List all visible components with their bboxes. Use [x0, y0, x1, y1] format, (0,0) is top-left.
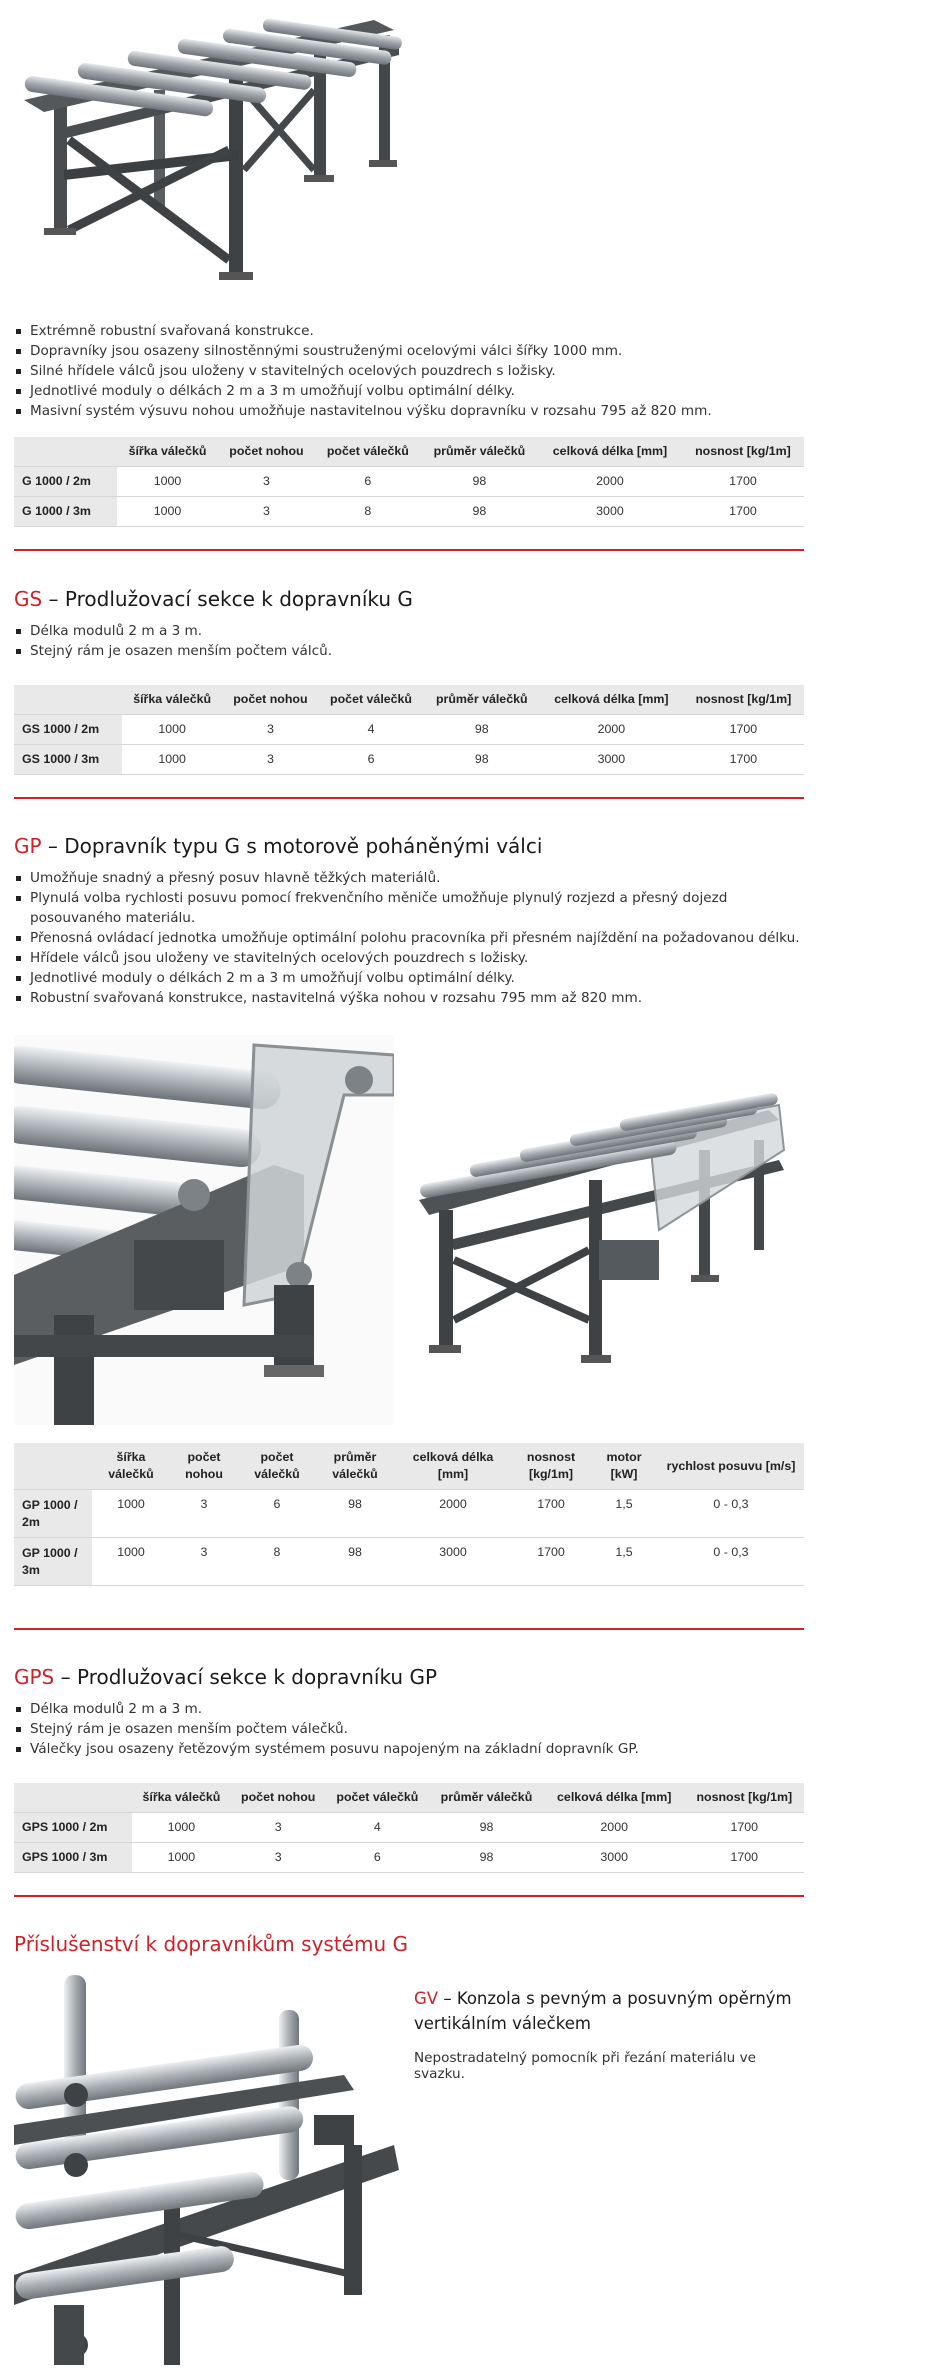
table-header	[14, 437, 117, 467]
table-cell: 1000	[117, 497, 218, 527]
table-cell: 2000	[540, 715, 683, 745]
table-cell: 3	[170, 1538, 238, 1586]
table-row	[14, 497, 804, 527]
table-cell: G 1000 / 3m	[14, 497, 117, 527]
table-cell: 1,5	[590, 1490, 658, 1538]
table-cell: 98	[421, 467, 538, 497]
gps-section	[14, 1663, 804, 1759]
section-divider	[14, 1628, 804, 1630]
gp-detail-image	[14, 1035, 394, 1425]
table-cell: 3000	[544, 1843, 685, 1873]
table-cell: GPS 1000 / 3m	[14, 1843, 132, 1873]
table-header: průměr válečků	[429, 1783, 544, 1813]
table-cell: 2000	[544, 1813, 685, 1843]
gv-title	[414, 1986, 804, 2036]
table-cell: GS 1000 / 2m	[14, 715, 122, 745]
table-row	[14, 467, 804, 497]
table-cell: 1700	[512, 1490, 590, 1538]
table-cell: 2000	[394, 1490, 512, 1538]
list-item: Silné hřídele válců jsou uloženy v stavitelných ocelových pouzdrech s ložisky.	[30, 361, 804, 381]
list-item: Jednotlivé moduly o délkách 2 m a 3 m umožňují volbu optimální délky.	[30, 968, 804, 988]
section-title-text: – Dopravník typu G s motorově poháněnými válci	[41, 834, 543, 858]
section-title	[14, 1663, 804, 1691]
table-cell: GP 1000 / 3m	[14, 1538, 92, 1586]
table-header: průměr válečků	[424, 685, 540, 715]
g-features	[14, 321, 804, 421]
list-item: Plynulá volba rychlosti posuvu pomocí frekvenčního měniče umožňuje plynulý rozjezd a přesný dojezd posouvaného materiálu.	[30, 888, 804, 928]
table-cell: 6	[238, 1490, 316, 1538]
table-cell: 8	[315, 497, 421, 527]
table-header: počet nohou	[231, 1783, 326, 1813]
gs-section	[14, 585, 804, 661]
table-header: celková délka [mm]	[544, 1783, 685, 1813]
table-header	[14, 1443, 92, 1490]
table-cell: 1700	[682, 497, 804, 527]
section-title-text: – Prodlužovací sekce k dopravníku GP	[54, 1665, 438, 1689]
table-cell: 6	[326, 1843, 430, 1873]
table-cell: 98	[421, 497, 538, 527]
table-header: šířka válečků	[117, 437, 218, 467]
table-cell: 3000	[394, 1538, 512, 1586]
table-header: rychlost posuvu [m/s]	[658, 1443, 804, 1490]
table-cell: 3	[218, 497, 315, 527]
list-item: Přenosná ovládací jednotka umožňuje optimální polohu pracovníka při přesném najíždění na požadovanou délku.	[30, 928, 804, 948]
table-cell: 3	[218, 467, 315, 497]
table-cell: 6	[315, 467, 421, 497]
table-cell: 4	[326, 1813, 430, 1843]
table-header: celková délka [mm]	[394, 1443, 512, 1490]
table-header: počet válečků	[318, 685, 423, 715]
table-cell: GPS 1000 / 2m	[14, 1813, 132, 1843]
table-cell: 1000	[117, 467, 218, 497]
accessories-section	[14, 1930, 804, 1958]
table-header: šířka válečků	[122, 685, 222, 715]
table-cell: 1700	[685, 1813, 804, 1843]
table-cell: 0 - 0,3	[658, 1538, 804, 1586]
table-cell: 0 - 0,3	[658, 1490, 804, 1538]
conveyor-g-image	[14, 0, 804, 305]
table-cell: GS 1000 / 3m	[14, 745, 122, 775]
table-cell: G 1000 / 2m	[14, 467, 117, 497]
table-cell: 1000	[132, 1843, 231, 1873]
table-cell: 98	[316, 1490, 394, 1538]
section-title: Příslušenství k dopravníkům systému G	[14, 1932, 408, 1956]
section-divider	[14, 797, 804, 799]
list-item: Stejný rám je osazen menším počtem válců.	[30, 641, 804, 661]
table-cell: 1700	[683, 715, 804, 745]
list-item: Umožňuje snadný a přesný posuv hlavně těžkých materiálů.	[30, 868, 804, 888]
table-cell: 1700	[682, 467, 804, 497]
list-item: Hřídele válců jsou uloženy ve stavitelných ocelových pouzdrech s ložisky.	[30, 948, 804, 968]
table-header: počet nohou	[218, 437, 315, 467]
gs-spec-table	[14, 685, 804, 775]
table-cell: 1000	[122, 715, 222, 745]
table-header: celková délka [mm]	[538, 437, 682, 467]
gps-spec-table	[14, 1783, 804, 1873]
table-header: celková délka [mm]	[540, 685, 683, 715]
table-header: počet nohou	[170, 1443, 238, 1490]
gv-console-image	[14, 1975, 404, 2365]
table-cell: 1000	[92, 1538, 170, 1586]
product-code: GV	[414, 1989, 439, 2008]
table-cell: 3	[231, 1813, 326, 1843]
table-row	[14, 745, 804, 775]
table-header	[14, 1783, 132, 1813]
product-code: GS	[14, 587, 43, 611]
list-item: Dopravníky jsou osazeny silnostěnnými soustruženými ocelovými válci šířky 1000 mm.	[30, 341, 804, 361]
gv-title-text: – Konzola s pevným a posuvným opěrným vertikálním válečkem	[414, 1989, 792, 2033]
section-divider	[14, 549, 804, 551]
list-item: Stejný rám je osazen menším počtem válečků.	[30, 1719, 804, 1739]
table-cell: 98	[424, 745, 540, 775]
table-header	[14, 685, 122, 715]
list-item: Délka modulů 2 m a 3 m.	[30, 1699, 804, 1719]
section-title	[14, 832, 804, 860]
table-header: počet válečků	[315, 437, 421, 467]
table-header: šířka válečků	[92, 1443, 170, 1490]
table-cell: 1700	[512, 1538, 590, 1586]
section-title	[14, 585, 804, 613]
table-cell: 98	[429, 1843, 544, 1873]
table-row	[14, 1538, 804, 1586]
table-row	[14, 1813, 804, 1843]
table-cell: 1700	[683, 745, 804, 775]
product-code: GPS	[14, 1665, 55, 1689]
section-title-text: – Prodlužovací sekce k dopravníku G	[42, 587, 413, 611]
table-header: počet nohou	[222, 685, 318, 715]
table-cell: 8	[238, 1538, 316, 1586]
table-cell: 98	[424, 715, 540, 745]
list-item: Jednotlivé moduly o délkách 2 m a 3 m umožňují volbu optimální délky.	[30, 381, 804, 401]
gv-description	[414, 1986, 804, 2082]
table-header: průměr válečků	[316, 1443, 394, 1490]
list-item: Robustní svařovaná konstrukce, nastavitelná výška nohou v rozsahu 795 mm až 820 mm.	[30, 988, 804, 1008]
table-cell: GP 1000 / 2m	[14, 1490, 92, 1538]
list-item: Masivní systém výsuvu nohou umožňuje nastavitelnou výšku dopravníku v rozsahu 795 až 820 mm.	[30, 401, 804, 421]
table-cell: 3	[222, 715, 318, 745]
table-cell: 2000	[538, 467, 682, 497]
table-cell: 3000	[540, 745, 683, 775]
table-cell: 3	[222, 745, 318, 775]
table-cell: 1700	[685, 1843, 804, 1873]
list-item: Délka modulů 2 m a 3 m.	[30, 621, 804, 641]
table-cell: 1000	[122, 745, 222, 775]
table-row	[14, 1843, 804, 1873]
table-cell: 98	[316, 1538, 394, 1586]
section-divider	[14, 1895, 804, 1897]
table-cell: 1,5	[590, 1538, 658, 1586]
gp-section	[14, 832, 804, 1008]
list-item: Extrémně robustní svařovaná konstrukce.	[30, 321, 804, 341]
gp-conveyor-image	[399, 1090, 799, 1390]
list-item: Válečky jsou osazeny řetězovým systémem posuvu napojeným na základní dopravník GP.	[30, 1739, 804, 1759]
table-cell: 98	[429, 1813, 544, 1843]
table-header: počet válečků	[238, 1443, 316, 1490]
table-row	[14, 715, 804, 745]
table-header: počet válečků	[326, 1783, 430, 1813]
table-cell: 3000	[538, 497, 682, 527]
gv-desc: Nepostradatelný pomocník při řezání materiálu ve svazku.	[414, 2050, 757, 2082]
table-cell: 4	[318, 715, 423, 745]
table-header: nosnost [kg/1m]	[685, 1783, 804, 1813]
table-header: nosnost [kg/1m]	[682, 437, 804, 467]
table-header: nosnost [kg/1m]	[683, 685, 804, 715]
table-cell: 6	[318, 745, 423, 775]
table-cell: 1000	[132, 1813, 231, 1843]
table-header: motor [kW]	[590, 1443, 658, 1490]
table-cell: 1000	[92, 1490, 170, 1538]
product-code: GP	[14, 834, 42, 858]
table-cell: 3	[170, 1490, 238, 1538]
table-header: nosnost [kg/1m]	[512, 1443, 590, 1490]
table-cell: 3	[231, 1843, 326, 1873]
table-row	[14, 1490, 804, 1538]
table-header: průměr válečků	[421, 437, 538, 467]
gp-spec-table	[14, 1443, 804, 1586]
g-spec-table	[14, 437, 804, 527]
table-header: šířka válečků	[132, 1783, 231, 1813]
